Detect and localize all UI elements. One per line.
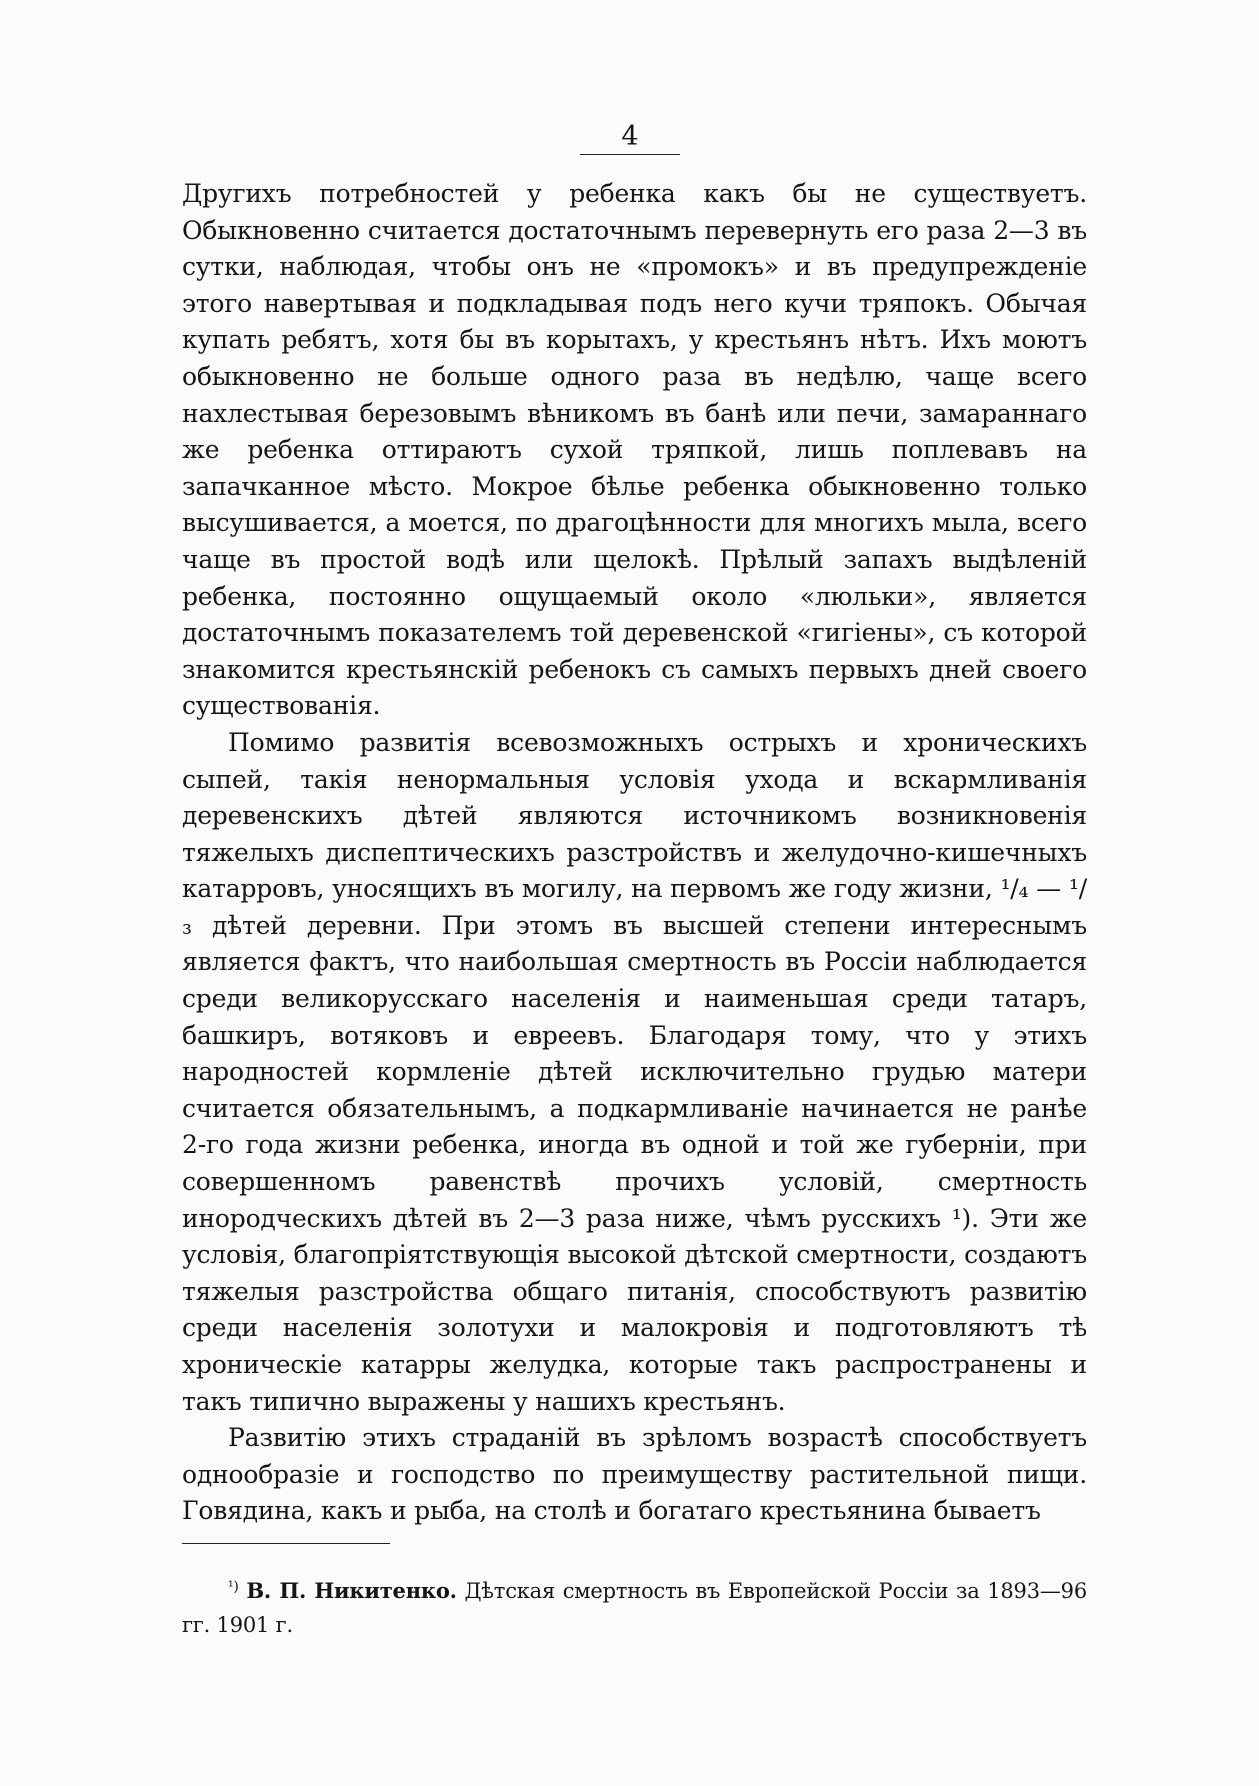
page-number-rule [580,154,680,155]
footnote-author: В. П. Никитенко. [246,1578,457,1603]
footnote-marker: ¹) [228,1579,239,1595]
footnote [182,1570,1087,1642]
page-number: 4 [621,121,639,152]
paragraph-3: Развитію этихъ страданій въ зрѣломъ возрастѣ способствуетъ однообразіе и господство по преимуществу растительной пищи. Говядина, какъ и рыба, на столѣ и богатаго крестьянина бываетъ [182,1423,1087,1526]
paragraph-2: Помимо развитія всевозможныхъ острыхъ и хроническихъ сыпей, такія ненормальныя условія ухода и вскармливанія деревенскихъ дѣтей являются источникомъ возникновенія тяжелыхъ диспептическихъ разстройствъ и желудочно-кишечныхъ катарровъ, уносящихъ въ могилу, на первомъ же году жизни, ¹/₄ — ¹/₃ дѣтей деревни. При этомъ въ высшей степени интереснымъ является фактъ, что наибольшая смертность въ Россіи наблюдается среди великорусскаго населенія и наименьшая среди татаръ, башкиръ, вотяковъ и евреевъ. Благодаря тому, что у этихъ народностей кормленіе дѣтей исключительно грудью матери считается обязательнымъ, а подкармливаніе начинается не ранѣе 2-го года жизни ребенка, иногда въ одной и той же губерніи, при совершенномъ равенствѣ прочихъ условій, смертность инородческихъ дѣтей въ 2—3 раза ниже, чѣмъ русскихъ ¹). Эти же условія, благопріятствующія высокой дѣтской смертности, создаютъ тяжелыя разстройства общаго питанія, способствуютъ развитію среди населенія золотухи и малокровія и подготовляютъ тѣ хроническіе катарры желудка, которые такъ распространены и такъ типично выражены у нашихъ крестьянъ. [182,727,1087,1416]
paragraph-1: Другихъ потребностей у ребенка какъ бы не существуетъ. Обыкновенно считается достаточнымъ перевернуть его раза 2—3 въ сутки, наблюдая, чтобы онъ не «промокъ» и въ предупрежденіе этого навертывая и подкладывая подъ него кучи тряпокъ. Обычая купать ребятъ, хотя бы въ корытахъ, у крестьянъ нѣтъ. Ихъ моютъ обыкновенно не больше одного раза въ недѣлю, чаще всего нахлестывая березовымъ вѣникомъ въ банѣ или печи, замараннаго же ребенка оттираютъ сухой тряпкой, лишь поплевавъ на запачканное мѣсто. Мокрое бѣлье ребенка обыкновенно только высушивается, а моется, по драгоцѣнности для многихъ мыла, всего чаще въ простой водѣ или щелокѣ. Прѣлый запахъ выдѣленій ребенка, постоянно ощущаемый около «люльки», является достаточнымъ показателемъ той деревенской «гигіены», съ которой знакомится крестьянскій ребенокъ съ самыхъ первыхъ дней своего существованія. [182,179,1087,721]
body-text [182,176,1087,1530]
footnote-text: Дѣтская смертность въ Европейской Россіи за 1893—96 гг. 1901 г. [182,1579,1087,1637]
footnote-rule [182,1543,390,1544]
